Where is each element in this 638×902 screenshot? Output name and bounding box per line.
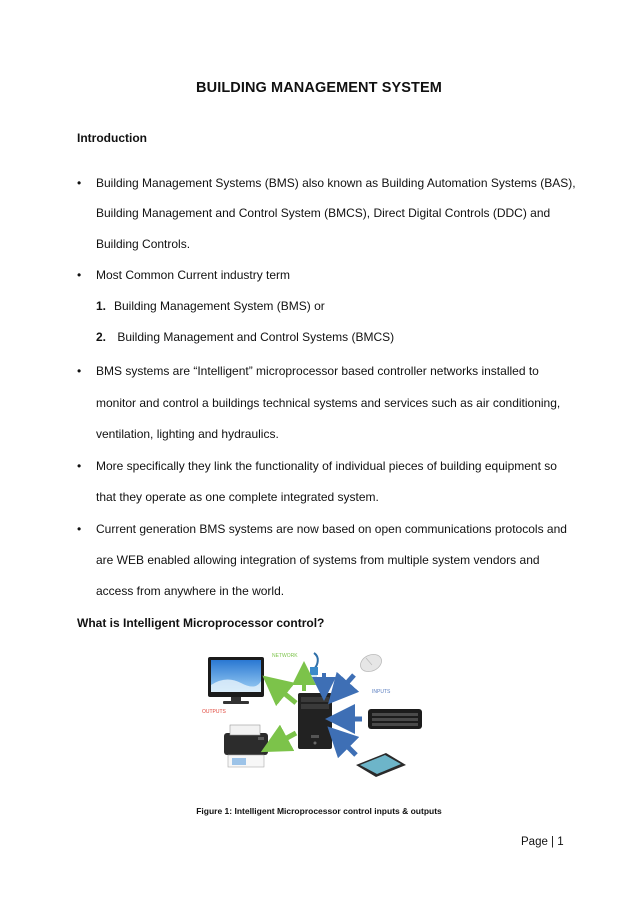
bullet-1-line-3: Building Controls.: [96, 237, 191, 251]
bullet-4-line-1: More specifically they link the functionality of individual pieces of building equipment so: [96, 459, 557, 473]
numbered-item-1-text: Building Management System (BMS) or: [114, 299, 325, 313]
bullet-marker: •: [77, 522, 82, 536]
bullet-4-line-2: that they operate as one complete integrated system.: [96, 490, 379, 504]
bullet-2-line-1: Most Common Current industry term: [96, 268, 291, 282]
computer-tower-icon: [298, 693, 332, 749]
bullet-marker: •: [77, 268, 82, 282]
outputs-label: OUTPUTS: [202, 709, 226, 715]
bullet-3-line-1: BMS systems are “Intelligent” microprocessor based controller networks installed to: [96, 364, 539, 378]
numbered-item-1-number: 1.: [96, 299, 107, 313]
network-label: NETWORK: [272, 653, 298, 659]
network-cable-icon: [310, 653, 318, 678]
bullet-marker: •: [77, 364, 82, 378]
microprocessor-control-diagram: [196, 645, 436, 785]
bullet-5-line-2: are WEB enabled allowing integration of systems from multiple system vendors and: [96, 553, 540, 567]
numbered-item-2: [96, 330, 394, 344]
keyboard-icon: [368, 709, 422, 729]
scanner-icon: [356, 753, 406, 777]
page-number: Page | 1: [521, 836, 564, 848]
section-heading: What is Intelligent Microprocessor control?: [77, 616, 325, 630]
bullet-1-line-1: Building Management Systems (BMS) also known as Building Automation Systems (BAS),: [96, 176, 576, 190]
bullet-5-line-3: access from anywhere in the world.: [96, 584, 285, 598]
mouse-icon: [358, 651, 385, 675]
bullet-3-line-3: ventilation, lighting and hydraulics.: [96, 427, 279, 441]
figure-caption: Figure 1: Intelligent Microprocessor control inputs & outputs: [196, 806, 442, 816]
bullet-marker: •: [77, 176, 82, 190]
bullet-5-line-1: Current generation BMS systems are now based on open communications protocols and: [96, 522, 567, 536]
inputs-label: INPUTS: [372, 689, 391, 695]
bullet-1-line-2: Building Management and Control System (BMCS), Direct Digital Controls (DDC) and: [96, 206, 551, 220]
bullet-3-line-2: monitor and control a buildings technical systems and services such as air conditioning,: [96, 396, 561, 410]
printer-icon: [224, 725, 268, 767]
numbered-item-2-number: 2.: [96, 330, 107, 344]
intro-heading: Introduction: [77, 131, 147, 145]
monitor-icon: [208, 657, 264, 704]
bullet-marker: •: [77, 459, 82, 473]
numbered-item-1: [96, 299, 325, 313]
numbered-item-2-text: Building Management and Control Systems (BMCS): [114, 330, 395, 344]
document-title: BUILDING MANAGEMENT SYSTEM: [196, 80, 442, 96]
